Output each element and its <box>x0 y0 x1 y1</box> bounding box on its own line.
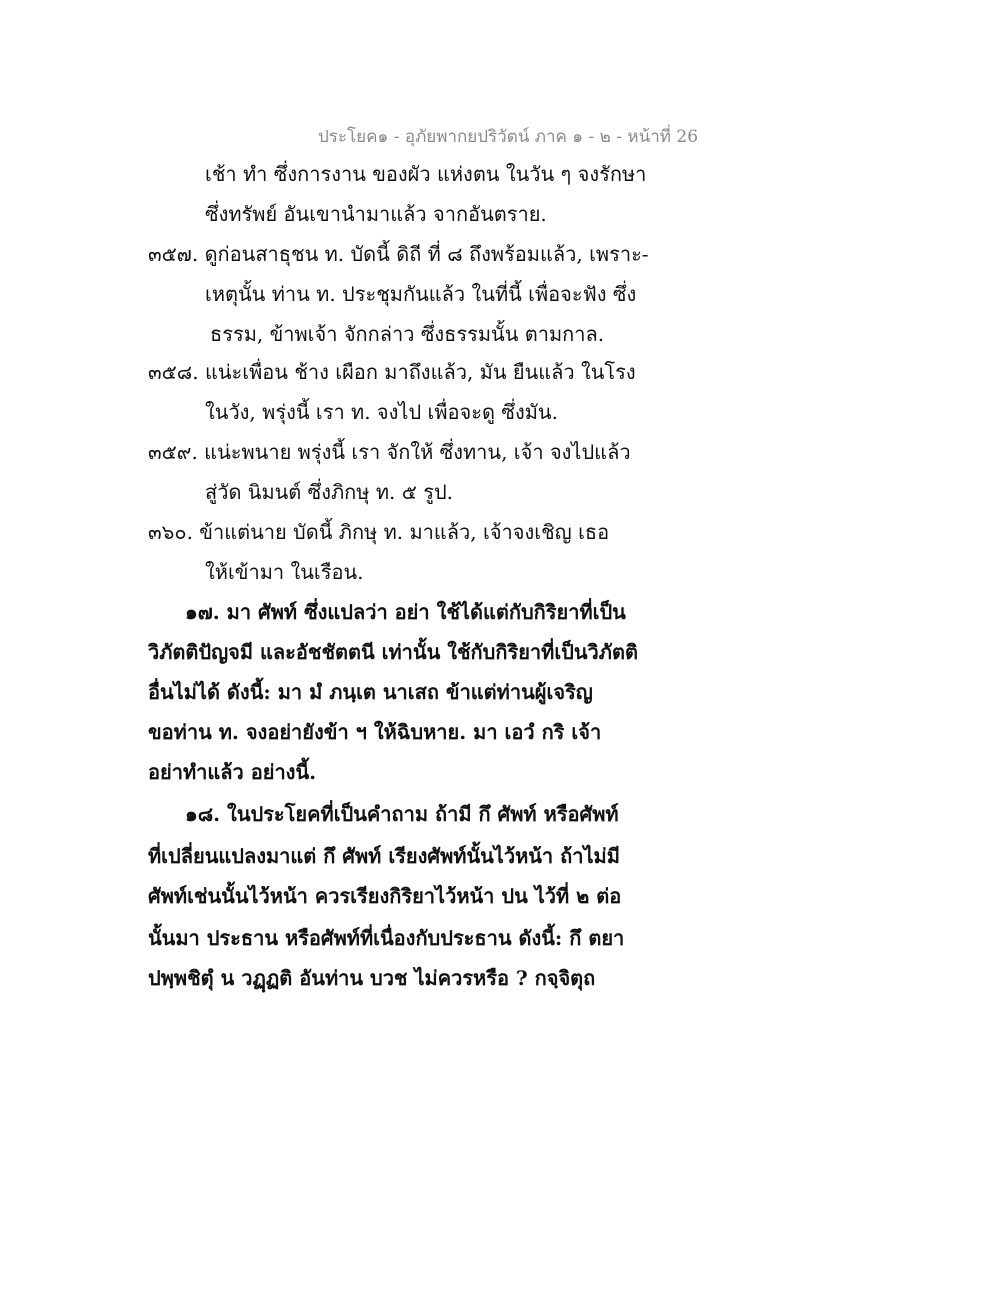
exercise-360-line-1: ๓๖๐. ข้าแต่นาย บัดนี้ ภิกษุ ท. มาแล้ว, เจ้าจงเชิญ เธอ <box>148 520 610 544</box>
exercise-360-line-2: ให้เข้ามา ในเรือน. <box>205 560 364 584</box>
exercise-357-line-3: ธรรม, ข้าพเจ้า จักกล่าว ซึ่งธรรมนั้น ตามกาล. <box>210 322 605 346</box>
exercise-359-line-1: ๓๕๙. แน่ะพนาย พรุ่งนี้ เรา จักให้ ซึ่งทาน, เจ้า จงไปแล้ว <box>148 440 631 464</box>
section-17-line-4: ขอท่าน ท. จงอย่ายังข้า ฯ ให้ฉิบหาย. มา เอวํ กริ เจ้า <box>148 720 602 744</box>
exercise-357-line-1: ๓๕๗. ดูก่อนสาธุชน ท. บัดนี้ ดิถี ที่ ๘ ถึงพร้อมแล้ว, เพราะ- <box>148 242 649 266</box>
exercise-358-line-2: ในวัง, พรุ่งนี้ เรา ท. จงไป เพื่อจะดู ซึ่งมัน. <box>205 400 558 424</box>
section-18-line-4: นั้นมา ประธาน หรือศัพท์ที่เนื่องกับประธาน ดังนี้: กึ ตยา <box>148 926 625 950</box>
section-17-line-2: วิภัตติปัญจมี และอัชชัตตนี เท่านั้น ใช้กับกิริยาที่เป็นวิภัตติ <box>148 640 638 664</box>
exercise-357-line-2: เหตุนั้น ท่าน ท. ประชุมกันแล้ว ในที่นี้ เพื่อจะฟัง ซึ่ง <box>205 282 637 306</box>
section-18-line-3: ศัพท์เช่นนั้นไว้หน้า ควรเรียงกิริยาไว้หน้า ปน ไว้ที่ ๒ ต่อ <box>148 884 622 908</box>
section-18-line-5: ปพฺพชิตุํ น วฏฺฏติ อันท่าน บวช ไม่ควรหรือ ? กจฺจิตุถ <box>148 966 596 990</box>
body-line-2: ซึ่งทรัพย์ อันเขานำมาแล้ว จากอันตราย. <box>205 202 547 226</box>
body-line-1: เช้า ทำ ซึ่งการงาน ของผัว แห่งตน ในวัน ๆ จงรักษา <box>205 162 647 186</box>
exercise-359-line-2: สู่วัด นิมนต์ ซึ่งภิกษุ ท. ๕ รูป. <box>205 480 454 504</box>
section-17-line-5: อย่าทำแล้ว อย่างนี้. <box>148 760 317 784</box>
section-18-line-2: ที่เปลี่ยนแปลงมาแต่ กึ ศัพท์ เรียงศัพท์นั้นไว้หน้า ถ้าไม่มี <box>148 844 620 868</box>
page-header: ประโยค๑ - อุภัยพากยปริวัตน์ ภาค ๑ - ๒ - หน้าที่ 26 <box>318 127 699 147</box>
section-17-line-3: อื่นไม่ได้ ดังนี้: มา มํ ภนฺเต นาเสถ ข้าแต่ท่านผู้เจริญ <box>148 680 593 704</box>
section-17-line-1: ๑๗. มา ศัพท์ ซึ่งแปลว่า อย่า ใช้ได้แต่กับกิริยาที่เป็น <box>185 600 626 624</box>
section-18-line-1: ๑๘. ในประโยคที่เป็นคำถาม ถ้ามี กึ ศัพท์ หรือศัพท์ <box>185 802 619 826</box>
exercise-358-line-1: ๓๕๘. แน่ะเพื่อน ช้าง เผือก มาถึงแล้ว, มัน ยืนแล้ว ในโรง <box>148 360 636 384</box>
